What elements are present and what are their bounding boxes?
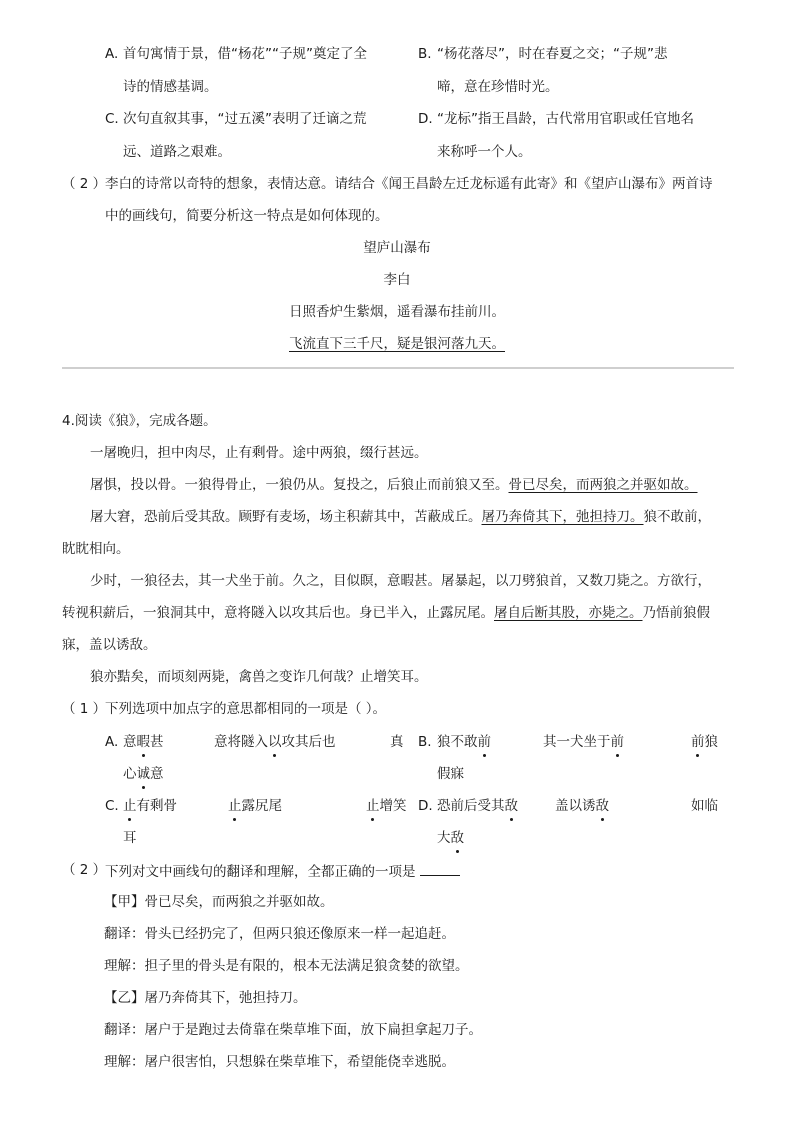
sentence-jia: 【甲】骨已尽矣，而两狼之并驱如故。 <box>104 894 334 910</box>
option-c-label: C. <box>105 111 119 127</box>
q4-option-b-label: B. <box>418 734 432 750</box>
option-d-text-line2: 来称呼一个人。 <box>437 144 532 160</box>
passage-paragraph-3: 屠大窘，恐前后受其敌。顾野有麦场，场主积薪其中，苫蔽成丘。屠乃奔倚其下，弛担持刀。狼不敢前， <box>90 509 711 525</box>
q4-option-c-word3: 止增笑 <box>366 798 407 814</box>
q4-option-b-word2: 其一犬坐于前 <box>543 734 624 750</box>
sentence-jia-understanding: 理解：担子里的骨头是有限的，根本无法满足狼贪婪的欲望。 <box>104 958 469 974</box>
q4-option-c-label: C. <box>105 798 119 814</box>
q4-option-c-word1: 止有剩骨 <box>123 798 177 814</box>
q4-sub1-number: （ 1 ） <box>62 701 107 717</box>
underlined-sentence-yi: 屠乃奔倚其下，弛担持刀。 <box>481 509 644 525</box>
q4-option-a-word1: 意暇甚 <box>123 734 164 750</box>
q3-sub2-prompt-line1: 李白的诗常以奇特的想象，表情达意。请结合《闻王昌龄左迁龙标遥有此寄》和《望庐山瀑布》两首诗 <box>105 176 713 192</box>
poem-line-2-underlined: 飞流直下三千尺，疑是银河落九天。 <box>289 336 505 352</box>
passage-paragraph-4-line1: 少时，一狼径去，其一犬坐于前。久之，目似瞑，意暇甚。屠暴起，以刀劈狼首，又数刀毙之。方欲行， <box>90 573 711 589</box>
passage-paragraph-2: 屠惧，投以骨。一狼得骨止，一狼仍从。复投之，后狼止而前狼又至。骨已尽矣，而两狼之并驱如故。 <box>90 477 698 493</box>
q4-option-b-word3: 前狼 <box>691 734 718 750</box>
q4-option-d-word3: 如临 <box>691 798 718 814</box>
q4-option-d-word3-cont: 大敌 <box>437 830 464 846</box>
option-b-label: B. <box>418 46 432 62</box>
q4-option-c-word3-cont: 耳 <box>123 830 137 846</box>
q4-sub2-prompt: 下列对文中画线句的翻译和理解，全都正确的一项是 <box>105 861 460 881</box>
q4-option-a-word2: 意将隧入以攻其后也 <box>214 734 336 750</box>
option-a-label: A. <box>105 46 119 62</box>
sentence-yi-understanding: 理解：屠户很害怕，只想躲在柴草堆下，希望能侥幸逃脱。 <box>104 1054 455 1070</box>
q4-option-a-label: A. <box>105 734 119 750</box>
passage-paragraph-1: 一屠晚归，担中肉尽，止有剩骨。途中两狼，缀行甚远。 <box>90 445 428 461</box>
passage-paragraph-4-line2: 转视积薪后，一狼洞其中，意将隧入以攻其后也。身已半入，止露尻尾。屠自后断其股，亦毙之。乃悟前狼假 <box>62 605 710 621</box>
q3-sub2-number: （ 2 ） <box>62 176 107 192</box>
answer-blank[interactable] <box>420 861 460 876</box>
section-divider <box>62 367 734 369</box>
q4-option-a-word3: 真 <box>390 734 404 750</box>
option-b-text-line1: “杨花落尽”，时在春夏之交；“子规”悲 <box>437 46 668 62</box>
passage-paragraph-4-line3: 寐，盖以诱敌。 <box>62 637 157 653</box>
poem-title: 望庐山瀑布 <box>363 240 431 256</box>
q4-option-d-label: D. <box>418 798 433 814</box>
poem-author: 李白 <box>383 272 411 288</box>
q4-sub1-prompt: 下列选项中加点字的意思都相同的一项是（ ）。 <box>105 701 387 717</box>
option-b-text-line2: 啼，意在珍惜时光。 <box>437 79 559 95</box>
q4-option-a-word3-cont: 心诚意 <box>123 766 164 782</box>
option-d-text-line1: “龙标”指王昌龄，古代常用官职或任官地名 <box>437 111 694 127</box>
option-d-label: D. <box>418 111 433 127</box>
q4-option-b-word1: 狼不敢前 <box>437 734 491 750</box>
sentence-yi: 【乙】屠乃奔倚其下，弛担持刀。 <box>104 990 307 1006</box>
sentence-yi-translation: 翻译：屠户于是跑过去倚靠在柴草堆下面，放下扁担拿起刀子。 <box>104 1022 482 1038</box>
q3-sub2-prompt-line2: 中的画线句，简要分析这一特点是如何体现的。 <box>105 208 389 224</box>
q4-option-b-word3-cont: 假寐 <box>437 766 464 782</box>
q4-option-d-word2: 盖以诱敌 <box>555 798 609 814</box>
q4-sub2-number: （ 2 ） <box>62 862 107 878</box>
option-c-text-line2: 远、道路之艰难。 <box>123 144 231 160</box>
option-a-text-line2: 诗的情感基调。 <box>123 79 218 95</box>
option-c-text-line1: 次句直叙其事，“过五溪”表明了迁谪之荒 <box>123 111 367 127</box>
poem-line-1: 日照香炉生紫烟，遥看瀑布挂前川。 <box>289 304 505 320</box>
q4-option-d-word1: 恐前后受其敌 <box>437 798 518 814</box>
option-a-text-line1: 首句寓情于景，借“杨花”“子规”奠定了全 <box>123 46 367 62</box>
passage-paragraph-3-cont: 眈眈相向。 <box>62 541 130 557</box>
q4-option-c-word2: 止露尻尾 <box>228 798 282 814</box>
underlined-sentence-jia: 骨已尽矣，而两狼之并驱如故。 <box>508 477 698 493</box>
underlined-sentence-bing: 屠自后断其股，亦毙之。 <box>494 605 643 621</box>
q4-heading: 4.阅读《狼》，完成各题。 <box>62 413 217 429</box>
sentence-jia-translation: 翻译：骨头已经扔完了，但两只狼还像原来一样一起追赶。 <box>104 926 455 942</box>
passage-paragraph-5: 狼亦黠矣，而顷刻两毙，禽兽之变诈几何哉？止增笑耳。 <box>90 669 428 685</box>
